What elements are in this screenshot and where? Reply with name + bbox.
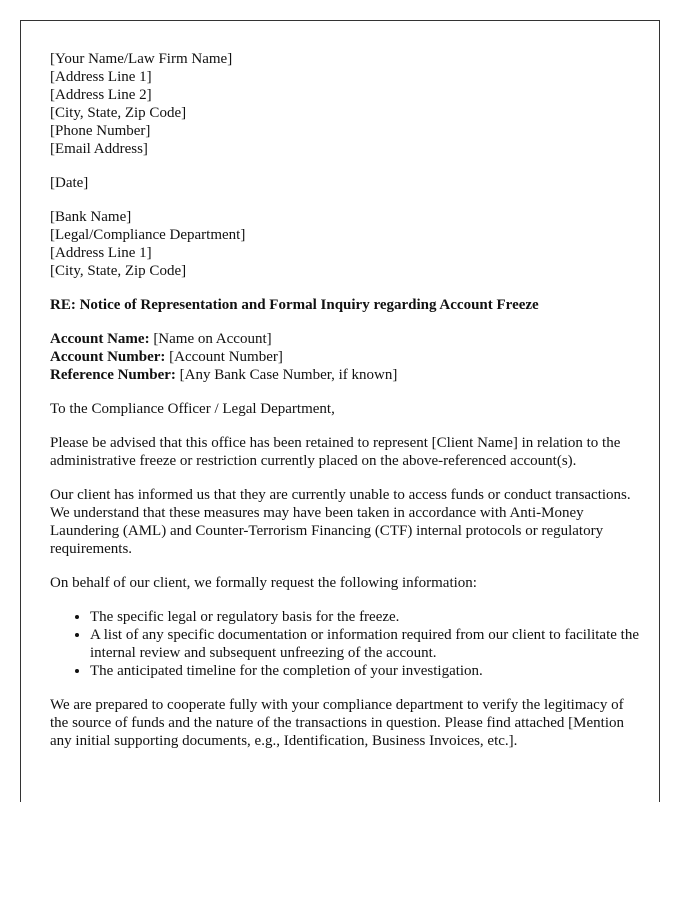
recipient-bank-name: [Bank Name] <box>50 209 132 225</box>
letter-page <box>20 20 660 802</box>
account-number-value: [Account Number] <box>165 349 283 365</box>
subject-line <box>50 296 640 314</box>
paragraph-cooperation: We are prepared to cooperate fully with your compliance department to verify the legitimacy of the source of funds and the nature of the transactions in question. Please find attached [Mention any initial supporting documents, e.g., Identification, Business Invoices, etc.]. <box>50 697 624 749</box>
letter-date: [Date] <box>50 175 89 191</box>
sender-address-line-1: [Address Line 1] <box>50 69 152 85</box>
request-list <box>50 608 640 680</box>
recipient-department: [Legal/Compliance Department] <box>50 227 246 243</box>
sender-address-line-2: [Address Line 2] <box>50 87 152 103</box>
recipient-address <box>50 208 640 280</box>
sender-name: [Your Name/Law Firm Name] <box>50 51 233 67</box>
account-name-value: [Name on Account] <box>149 331 272 347</box>
subject-text: RE: Notice of Representation and Formal Inquiry regarding Account Freeze <box>50 297 539 313</box>
sender-address <box>50 50 640 158</box>
recipient-address-line-1: [Address Line 1] <box>50 245 152 261</box>
reference-number-row <box>50 366 640 384</box>
account-number-label: Account Number: <box>50 349 166 365</box>
paragraph-client-situation: Our client has informed us that they are currently unable to access funds or conduct transactions. We understand that these measures may have been taken in accordance with Anti-Money Laundering (AML) and Counter-Terrorism Financing (CTF) internal protocols or regulatory requirements. <box>50 487 631 557</box>
reference-number-value: [Any Bank Case Number, if known] <box>175 367 398 383</box>
letter-content <box>50 50 640 766</box>
salutation: To the Compliance Officer / Legal Department, <box>50 401 335 417</box>
paragraph-representation: Please be advised that this office has been retained to represent [Client Name] in relation to the administrative freeze or restriction currently placed on the above-referenced account(s). <box>50 435 621 469</box>
request-item: • A list of any specific documentation or information required from our client to facilitate the internal review and subsequent unfreezing of the account. <box>90 626 640 662</box>
request-item: • The specific legal or regulatory basis for the freeze. <box>90 608 640 626</box>
sender-phone: [Phone Number] <box>50 123 151 139</box>
account-details <box>50 330 640 384</box>
request-item: • The anticipated timeline for the completion of your investigation. <box>90 662 640 680</box>
sender-city-state-zip: [City, State, Zip Code] <box>50 105 187 121</box>
paragraph-request-intro: On behalf of our client, we formally request the following information: <box>50 575 477 591</box>
sender-email: [Email Address] <box>50 141 148 157</box>
reference-number-label: Reference Number: <box>50 367 176 383</box>
recipient-city-state-zip: [City, State, Zip Code] <box>50 263 187 279</box>
account-name-label: Account Name: <box>50 331 150 347</box>
account-number-row <box>50 348 640 366</box>
account-name-row <box>50 330 640 348</box>
